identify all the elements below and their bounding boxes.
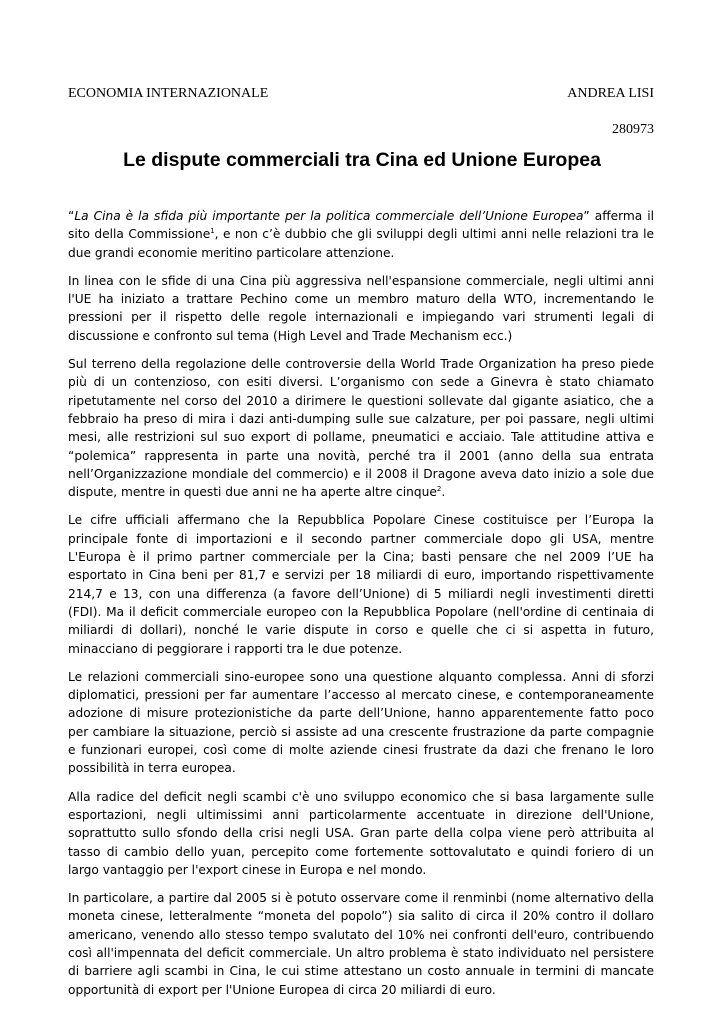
quoted-text: La Cina è la sfida più importante per la politica commerciale dell’Unione Europea [74,209,584,223]
paragraph-7: In particolare, a partire dal 2005 si è potuto osservare come il renminbi (nome alternativo della moneta cinese, letteralmente “moneta del popolo”) sia salito di circa il 20% contro il dollaro americano, venendo allo stesso tempo svalutato del 10% nei confronti dell'euro, contribuendo così all'impennata del deficit commerciale. Un altro problema è stato individuato nel persistere di barriere agli scambi in Cina, le cui stime attestano un costo annuale in termini di mancate opportunità di export per l'Unione Europea di circa 20 miliardi di euro. [68,891,654,997]
document-title: Le dispute commerciali tra Cina ed Unione Europea [123,149,601,171]
student-id: 280973 [612,122,654,137]
paragraph-1 [68,207,654,262]
course-name: ECONOMIA INTERNAZIONALE [68,86,269,101]
paragraph-6: Alla radice del deficit negli scambi c'è uno sviluppo economico che si basa largamente sulle esportazioni, negli ultimissimi anni particolarmente accentuate in direzione dell'Unione, soprattutto sullo sfondo della crisi negli USA. Gran parte della colpa viene però attribuita al tasso di cambio dello yuan, percepito come fortemente sottovalutato e quindi foriero di un largo vantaggio per l'export cinese in Europa e nel mondo. [68,789,654,877]
quote-open: “ [68,209,75,223]
student-id-line [68,121,654,139]
paragraph-5: Le relazioni commerciali sino-europee sono una questione alquanto complessa. Anni di sforzi diplomatici, pressioni per far aumentare l’accesso al mercato cinese, e contemporaneamente adozione di misure protezionistiche da parte dell’Unione, hanno apparentemente fatto poco per cambiare la situazione, perciò si assiste ad una crescente frustrazione da parte compagnie e funzionari europei, così come di molte aziende cinesi frustrate da dazi che frenano le loro possibilità in terra europea. [68,669,654,776]
footnote-ref-2[interactable]: 2 [436,485,442,494]
paragraph-2: In linea con le sfide di una Cina più aggressiva nell'espansione commerciale, negli ultimi anni l'UE ha iniziato a trattare Pechino come un membro maturo della WTO, incrementando le pressioni per il rispetto delle regole internazionali e impiegando vari strumenti legali di discussione e confronto sul tema (High Level and Trade Mechanism ecc.) [68,273,654,343]
paragraph-4: Le cifre ufficiali affermano che la Repubblica Popolare Cinese costituisce per l’Europa la principale fonte di importazioni e il secondo partner commerciale dopo gli USA, mentre L'Europa è il primo partner commerciale per la Cina; basti pensare che nel 2009 l’UE ha esportato in Cina beni per 81,7 e servizi per 18 miliardi di euro, importando rispettivamente 214,7 e 13, con una differenza (a favore dell’Unione) di 5 miliardi negli investimenti diretti (FDI). Ma il deficit commerciale europeo con la Repubblica Popolare (nell'ordine di centinaia di miliardi di dollari), nonché le varie dispute in corso e quelle che ci si aspetta in futuro, minacciano di peggiorare i rapporti tra le due potenze. [68,513,654,656]
paragraph-1-rest: , e non c’è dubbio che gli sviluppi degli ultimi anni nelle relazioni tra le due grandi economie meritino particolare attenzione. [68,227,654,260]
quote-attribution: ” afferma il sito della Commissione [68,209,655,242]
author-name: ANDREA LISI [567,86,654,101]
paragraph-3-end: . [441,485,446,500]
footnote-ref-1[interactable]: 1 [210,227,215,236]
page-header [68,85,654,103]
document-body [68,207,654,1009]
paragraph-3 [68,355,654,501]
paragraph-3-text: Sul terreno della regolazione delle controversie della World Trade Organization ha preso piede più di un contenzioso, con esiti diversi. L’organismo con sede a Ginevra è stato chiamato ripetutamente nel corso del 2010 a dirimere le questioni sollevate dal gigante asiatico, che a febbraio ha preso di mira i dazi anti-dumping sulle sue calzature, per poi passare, negli ultimi mesi, alle restrizioni sul suo export di pollame, pneumatici e acciaio. Tale attitudine attiva e “polemica” rappresenta in parte una novità, perché tra il 2001 (anno della sua entrata nell’Organizzazione mondiale del commercio) e il 2008 il Dragone aveva dato inizio a sole due dispute, mentre in questi due anni ne ha aperte altre cinque [68,357,654,500]
